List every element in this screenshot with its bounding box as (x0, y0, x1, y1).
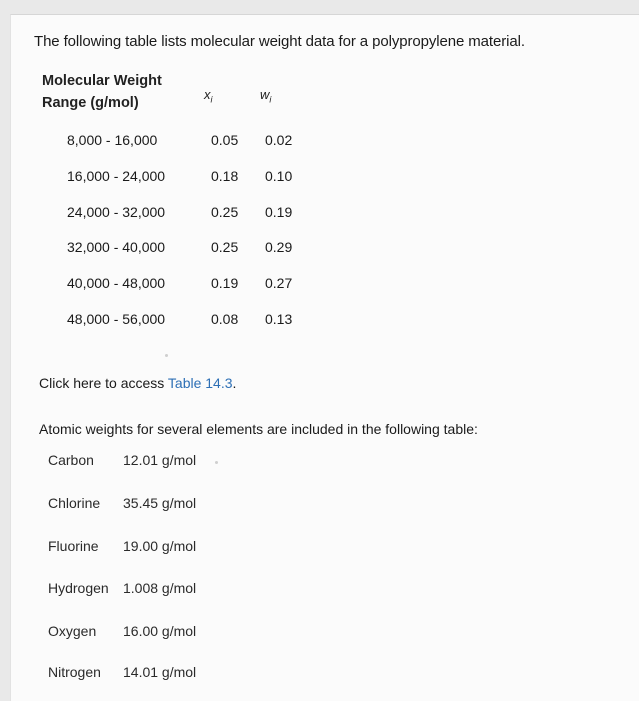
column-header-wi: $w_i$ (260, 87, 272, 105)
range-cell: 16,000 - 24,000 (67, 168, 166, 184)
element-weight: 14.01 g/mol (123, 664, 197, 680)
intro-text: The following table lists molecular weight data for a polypropylene material. (34, 33, 525, 50)
header-line-1: Molecular Weight (42, 73, 162, 89)
link-prefix: Click here to access (39, 375, 168, 391)
artifact-dot (165, 354, 168, 357)
link-suffix: . (232, 375, 237, 391)
element-name: Fluorine (48, 538, 99, 554)
question-panel (10, 14, 639, 701)
element-weight: 16.00 g/mol (123, 623, 197, 639)
element-weight: 12.01 g/mol (123, 452, 197, 468)
xi-cell: 0.05 (211, 132, 239, 148)
wi-cell: 0.02 (265, 132, 293, 148)
xi-cell: 0.19 (211, 275, 239, 291)
element-name: Oxygen (48, 623, 97, 639)
element-name: Hydrogen (48, 580, 109, 596)
xi-cell: 0.25 (211, 204, 239, 220)
wi-cell: 0.27 (265, 275, 293, 291)
element-weight: 35.45 g/mol (123, 495, 197, 511)
element-weight: 19.00 g/mol (123, 538, 197, 554)
wi-cell: 0.10 (265, 168, 293, 184)
range-cell: 24,000 - 32,000 (67, 204, 166, 220)
header-line-2: Range (g/mol) (42, 95, 139, 111)
wi-cell: 0.29 (265, 239, 293, 255)
element-name: Carbon (48, 452, 94, 468)
range-cell: 40,000 - 48,000 (67, 275, 166, 291)
wi-cell: 0.19 (265, 204, 293, 220)
range-cell: 8,000 - 16,000 (67, 132, 158, 148)
range-cell: 32,000 - 40,000 (67, 239, 166, 255)
element-weight: 1.008 g/mol (123, 580, 197, 596)
artifact-dot (215, 461, 218, 464)
table-14-3-link[interactable]: Table 14.3 (167, 375, 233, 391)
element-name: Chlorine (48, 495, 101, 511)
xi-cell: 0.18 (211, 168, 239, 184)
range-cell: 48,000 - 56,000 (67, 311, 166, 327)
molecular-weight-header (42, 70, 162, 114)
atomic-weights-intro: Atomic weights for several elements are included in the following table: (39, 421, 478, 437)
table-link-line (39, 375, 236, 391)
column-header-xi: $x_i$ (204, 87, 213, 105)
xi-cell: 0.25 (211, 239, 239, 255)
element-name: Nitrogen (48, 664, 101, 680)
wi-cell: 0.13 (265, 311, 293, 327)
xi-cell: 0.08 (211, 311, 239, 327)
